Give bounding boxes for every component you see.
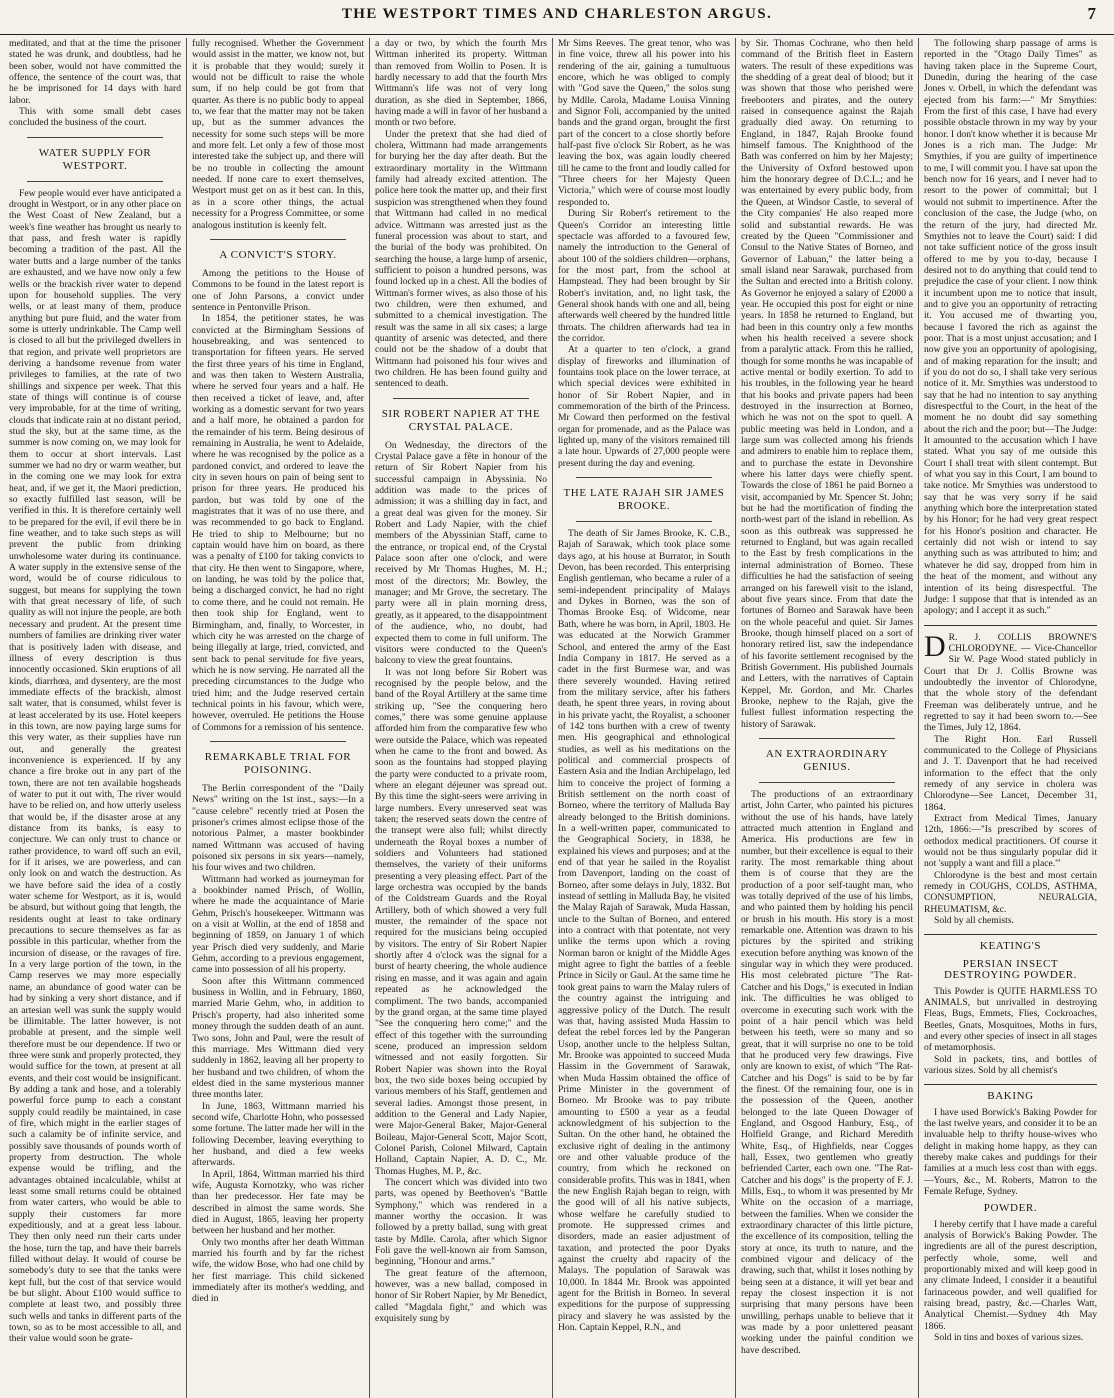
article-text: meditated, and that at the time the prisoner stated he was drunk, and doubtless, had he been sober, would not have committed the offence, the sentence of the court was, that he be imprisoned for 14 days with hard labor. — [9, 38, 181, 106]
article-text: This with some small debt cases concluded the business of the court. — [9, 106, 181, 129]
column-4 — [553, 38, 736, 1398]
advertisement-chlorodyne — [924, 629, 1097, 734]
article-text: During Sir Robert's retirement to the Queen's Corridor an interesting little spectacle was afforded to a favoured few, namely the introduction to the General of about 100 of the soldiers children—orphans, for the most part, from the school at Hampstead. They had been brought by Sir Robert's invitation, and, no light task, the General shook hands with one and all, being afterwards well cheered by the hundred little throats. The children afterwards had tea in the corridor. — [558, 208, 730, 344]
article-text: The great feature of the afternoon, however, was a new ballad, composed in honor of Sir Robert Napier, by Mr Benedict, called "Magdala fight," and which was exquisitely sung by — [375, 1267, 547, 1325]
ad-text: R. J. COLLIS BROWNE'S CHLORODYNE. — Vice-Chancellor Sir W. Page Wood stated publicly in Court that Dr J. Collis Browne was undoubtedly the inventor of Chlorodyne, that the whole story of the defendant Freeman was deliberately untrue, and he regretted to say it had been sworn to.—See the Times, July 12, 1864. — [924, 631, 1097, 734]
article-text: Under the pretext that she had died of cholera, Wittmann had made arrangements for burying her the day after death. But the extraordinary mortality in the Wittmann family had already excited attention. The police here took the matter up, and their first suspicion was strengthened when they found that Wittmann had called in no medical advice. Wittmann was arrested just as the funeral procession was about to start, and the burial of the body was prohibited. On searching the house, a large lump of arsenic, sufficient to poison a hundred persons, was found locked up in a chest. All the bodies of Wittman's former wives, as also those of his two children, were then exhumed, and submitted to a chemical investigation. The result was the same in all six cases; a large quantity of arsenic was detected, and there could not be the shadow of a doubt that Wittmann had poisoned his four wives and two children. He has been found guilty and sentenced to death. — [375, 128, 547, 390]
ad-title: BAKING — [987, 1090, 1034, 1103]
article-text: The following sharp passage of arms is reported in the "Otago Daily Times" as having taken place in the Supreme Court, Dunedin, during the hearing of the case Jones v. Orbell, in which the defendant was ejected from his farm:—" Mr Smythies: From the first of this case, I have had every possible obstacle thrown in my way by your honor. I don't know whether it is because Mr Jones is a rich man. The Judge: Mr Smythies, if you are guilty of impertinence to me, I will commit you. I have sat upon the bench now for 16 years, and I never had to resort to the power of committal; but I would not submit to impertinence. After the conclusion of the case, the Judge (who, on the return of the jury, had directed Mr. Smythies not to leave the Court) said: I did not take sufficient notice of the gross insult offered to me by you to-day, because I desired not to do anything that could tend to prejudice the case of your client. I now think it incumbent upon me to notice that insult, and to give you an opportunity of retracting it. You accused me of thwarting you, because I favored the rich as against the poor. That is a most unjust accusation; and I now give you an opportunity of apologising, and of making reparation for the insult; and if you do not do so, I shall take very serious notice of it. Mr. Smythies was understood to say that he had no intention to say anything disrespectful to the Court, in the heat of the moment he no doubt did say something about the rich and the poor; but—The Judge: It amounted to the accusation which I have stated. What you say of me outside this Court I shall treat with silent contempt. But of what you say in this Court, I am bound to take notice. Mr Smythies was understood to say that he was very sorry if he said anything which bore the interpretation stated by his Honor; for he had very great respect for his Honor's position and character. He certainly did not wish or intend to say anything such as was attributed to him; and whatever he did say, dropped from him in the heat of the moment, and without any intention of its being disrespectful. The Judge: I suppose that that is intended as an apology; and I accept it as such." — [924, 38, 1097, 617]
article-text: It was not long before Sir Robert was recognised by the people below, and the band of the Royal Artillery at the same time striking up, "See the conquering hero comes," there was some genuine applause afforded him from the comparative few who were outside the Palace, which was repeated when he came to the front and bowed. As soon as the fountains had stopped playing the party were conducted to a private room, where an elegant déjeuner was spread out. By this time the sight-seers were arriving in large numbers. Every unreserved seat was taken; the reserved seats down the centre of the transept were also full; whilst directly underneath the Royal boxes a number of soldiers and Volunteers had stationed themselves, the variety of their uniforms presenting a very pleasing effect. Part of the large orchestra was occupied by the bands of the Coldstream Guards and the Royal Artillery, both of which showed a very full muster, the remainder of the space not required for the musicians being occupied by visitors. The entry of Sir Robert Napier shortly after 4 o'clock was the signal for a burst of hearty cheering, the whole audience rising en masse, and it was again and again repeated as he acknowledged the compliment. The two bands, accompanied by the grand organ, at the same time played "See the conquering hero come;" and the effect of this together with the surrounding scene, produced an impression seldom witnessed and not easily forgotten. Sir Robert Napier was shown into the Royal box, the two side boxes being occupied by various members of his Staff, gentlemen and several ladies. Amongst those present, in addition to the General and Lady Napier, were Major-General Baker, Major-General Boileau, Major-General Scott, Major Scott, Colonel Parish, Colonel Milward, Captain Holland, Captain Napier, A. D. C., Mr. Thomas Hughes, M. P., &c. — [375, 666, 547, 1177]
divider — [210, 741, 346, 742]
columns — [4, 38, 1110, 1398]
ad-text: The Right Hon. Earl Russell communicated to the College of Physicians and J. T. Davenport that he had received information to the effect that the only remedy of any service in cholera was Chlorodyne—See Lancet, December 31, 1864. — [924, 733, 1097, 813]
article-text: At a quarter to ten o'clock, a grand display of fireworks and illumination of fountains took place on the lower terrace, at which special devices were exhibited in honor of Sir Robert Napier, and in commemoration of the birth of the Princess. Mr Coward then performed on the festival organ for promenade, and as the Palace was lighted up, many of the visitors remained till a late hour. Upwards of 27,000 people were present during the day and evening. — [558, 344, 730, 469]
article-text: In April, 1864, Wittman married his third wife, Augusta Kornotzky, who was richer than her predecessor. Her fate may be described in almost the same words. She died in August, 1865, leaving her property between her husband and her mother. — [192, 1168, 364, 1237]
ad-text: I have used Borwick's Baking Powder for the last twelve years, and consider it to be an invaluable help to thrifty house-wives who delight in making home happy, as they can thereby make cakes and puddings for their families at a much less cost than with eggs.—Yours, &c., M. Roberts, Matron to the Female Refuge, Sydney. — [924, 1106, 1097, 1197]
ad-text: Chlorodyne is the best and most certain remedy in COUGHS, COLDS, ASTHMA, CONSUMPTION, NEURALGIA, RHEUMATISM, &c. — [924, 869, 1097, 915]
ad-text: I hereby certify that I have made a careful analysis of Borwick's Baking Powder. The ingredients are all of the purest description, perfectly whole, some, well and proportionably mixed and will keep good in any climate Indeed, I consider it a beautiful farinaceous powder, and well qualified for raising bread, pastry, &c.—Charles Watt, Analytical Chemist.—Sydney 4th May 1866. — [924, 1218, 1097, 1332]
article-text: In 1854, the petitioner states, he was convicted at the Birmingham Sessions of housebreaking, and was sentenced to transportation for fifteen years. He served the first three years of his time in England, and was then taken to Western Australia, where he served four years and a half. He then received a ticket of leave, and, after working as a domestic servant for two years and a half more, he obtained a pardon for the remainder of his term. Being desirous of remaining in Australia, he went to Adelaide, where he was recognised by the police as a pardoned convict, and ordered to leave the city in seven hours on pain of being sent to prison for three years. He produced his pardon, but was told by one of the magistrates that it was of no use there, and was recommended to go back to England. He tried to ship to Melbourne; but no captain would have him on board, as there was a penalty of £100 for taking convicts to that city. He then went to Singapore, where, on landing, he was told by the police that, being a discharged convict, he had no right to come there, and he could not remain. He then took ship for England, went to Birmingham, and, finally, to Worcester, in which city he was arrested on the charge of being illegally at large, tried, convicted, and sent back to penal servitude for five years, which he is now serving. He narrated all the preceding circumstances to the Judge who tried him; and the Judge reserved certain technical points in his favour, which were, however, overruled. He petitions the House of Commons for a remission of his sentence. — [192, 313, 364, 733]
article-text: Wittmann had worked as journeyman for a bookbinder named Prisch, of Wollin, where he made the acquaintance of Marie Gehm, Prisch's housekeeper. Wittmann was on a visit at Wollin, at the end of 1858 and beginning of 1859, on January 1 of which year Prisch died very suddenly, and Marie Gehm, according to a previous engagement, came into possession of all his property. — [192, 873, 364, 976]
ad-text: Sold in packets, tins, and bottles of various sizes. Sold by all chemist's — [924, 1053, 1097, 1076]
article-text: The death of Sir James Brooke, K. C.B., Rajah of Sarawak, which took place some days ago, at his house at Burrator, in South Devon, has been recorded. This enterprising English gentleman, who became a ruler of a semi-independent principality of Malays and Dykes in Borneo, was the son of Thomas Brooke Esq. of Widcome, near Bath, where he was born, in April, 1803. He was educated at the Norwich Grammer School, and entered the army of the East India Company in 1817. He served as a cadet in the first Burmese war, and was there severely wounded. Having retired from the military service, after his fathers death, he spent three years, in roving about in his private yacht, the Royalist, a schooner of 142 tons burthen with a crew of twenty men. His geographical and ethnological studies, as well as his meditations on the political and commercial prospects of Eastern Asia and the Indian Archipelago, led him to conceive the project of forming a British settlement on the north coast of Borneo, where the territory of Malluda Bay already belonged to the British dominions. In a well-written paper, communicated to the Geographical Society, in 1838, he explained his views and purposes; and at the end of that year he sailed in the Royalist from Davenport, landing on the coast of Borneo, after some delays in July, 1832. But instead of settling in Malluda Bay, he visited the Malay Rajah of Sarawak, Muda Hassan, uncle to the Sultan of Borneo, and entered into a contract with that potentate, not very unlike the terms upon which a roving Norman baron or knight of the Middle Ages might agree to fight the battles of a feeble Prince in Sicily or Gaul. At the same time he took great pains to warn the Malay rulers of the country against the intriguing and aggressive policy of the Dutch. The result was that, having assisted Muda Hassim to defeat the rebel forces led by the Pangeran Usop, another uncle to the helpless Sultan, Mr. Brooke was appointed to succeed Muda Hassim in the Government of Sarawak, when Muda Hassim obtained the office of Prime Minister in the government of Borneo. Mr Brooke was to pay tribute amounting to £500 a year as a feudal acknowledgment of his subjection to the Sultan. On the other hand, he obtained the exclusive right of dealing in the antimony ore and other valuable produce of the country, from which he reckoned on considerable profits. This was in 1841, when the new English Rajah began to reign, with the good will of all his native subjects, whose welfare he carefully studied to promote. He suppressed crimes and disorders, made an easier adjustment of taxation, and protected the poor Dyaks against the cruelty abd rapacity of the Malays. The population of Sarawak was 10,000. In 1844 Mr. Brook was appointed agent for the British in Borneo. In several expeditions for the purpose of suppressing piracy and slavery he was assisted by the Hon. Captain Keppel, R.N., and — [558, 528, 730, 1334]
column-1 — [4, 38, 187, 1398]
article-heading: WATER SUPPLY FOR WESTPORT. — [38, 146, 152, 172]
ad-title: KEATING'S — [979, 940, 1042, 953]
divider — [924, 934, 1097, 935]
article-text: Soon after this Wittmann commenced business in Wollin, and in February, 1860, married Marie Gehm, who, in addition to Prisch's property, had also inherited some money through the sudden death of an aunt. Two sons, John and Paul, were the result of this marriage. Mrs Wittmann died very suddenly in 1862, leaving all her property to her husband and two children, of whom the eldest died in the same mysterious manner three months later. — [192, 975, 364, 1101]
article-text: The concert which was divided into two parts, was opened by Beethoven's "Battle Symphony," which was rendered in a manner worthy the occasion. It was followed by a pretty ballad, sung with great taste by Mdlle. Carola, after which Signor Foli gave the well-known air from Samson, beginning, "Honour and arms." — [375, 1177, 547, 1268]
column-2 — [187, 38, 370, 1398]
column-3 — [370, 38, 553, 1398]
ad-text: This Powder is QUITE HARMLESS TO ANIMALS, but unrivalled in destroying Fleas, Bugs, Emmets, Flies, Cockroaches, Beetles, Gnats, Mosquitoes, Moths in furs, and every other species of insect in all stages of metamorphosis. — [924, 985, 1097, 1054]
divider — [27, 137, 163, 138]
article-text: a day or two, by which the fourth Mrs Wittman inherited its property. Wittman than removed from Wollin to Posen. It is hardly necessary to add that the fourth Mrs Wittmann's life was not of very long duration, as she died in September, 1866, having made a will in favor of her husband a month or two before. — [375, 38, 547, 129]
divider — [924, 625, 1097, 626]
ad-text: Extract from Medical Times, January 12th, 1866:—"Is prescribed by scores of orthodox medical practitioners. Of course it would not be thus singularly popular did it not 'supply a want and fill a place.'" — [924, 813, 1097, 870]
divider — [27, 181, 163, 182]
divider — [576, 477, 712, 478]
page-number: 7 — [1087, 4, 1096, 23]
article-text: The productions of an extraordinary artist, John Carter, who painted his pictures without the use of his hands, have lately attracted much attention in England and America. His productions are few in number, but their excellence is equal to their rarity. The most remarkable thing about them is of course that they are the production of a poor self-taught man, who was totally deprived of the use of his limbs, and who painted them by holding his pencil or brush in his mouth. His story is a most remarkable one. Attention was drawn to his pictures by the spirited and striking execution before anything was known of the singular way in which they were produced. His most celebrated picture "The Rat-Catcher and his Dogs," is executed in Indian ink. The difficulties he was obliged to overcome in executing such work with the point of a hair pencil which was held between his teeth, were so many and so great, that it will surprise no one to be told that he produced very few drawings. Five only are known to exist, of which "The Rat-Catcher and his Dogs" is said to be by far the finest. Of the remaining four, one is in the possession of the Queen, another belonged to the late Queen Dowager of England, and Osgood Hanbury, Esq., of Holfield Grange, and Richard Meredith White, Esq., of Highfields, near Cogges hall, Essex, two gentlemen who greatly befriended Carter, each own one. "The Rat-Catcher and his dogs" is the property of F. J. Mills, Esq., to whom it was presented by Mr White on the occasion of a marriage, between the families. When we consider the extraordinary character of this little picture, the excellence of its composition, telling the story at once, its truth to nature, and the combined vigour and delicacy of the drawing, such that, whilst it loses nothing by being seen at a distance, it will yet bear and repay the closest inspection it is not surprising that many persons have been unwilling, perhaps unable to believe that it was made by a poor unlettered peasant working under the painful condition we have described. — [741, 788, 913, 1356]
article-text: In June, 1863, Wittmann married his second wife, Charlotte Hohn, who possessed some fortune. The latter made her will in the following December, leaving everything to her husband, and died a few weeks afterwards. — [192, 1100, 364, 1169]
article-text: The Berlin correspondent of the "Daily News" writing on the 1st inst., says:—In a "cause celebre" recently tried at Posen the prisoner's crimes almost eclipse those of the notorious Palmer, a master bookbinder named Wittmann was accused of having poisoned six persons in six years—namely, his four wives and two children. — [192, 782, 364, 874]
newspaper-title: THE WESTPORT TIMES AND CHARLESTON ARGUS. — [341, 6, 773, 22]
divider — [576, 521, 712, 522]
drop-cap: D — [924, 629, 946, 663]
column-5 — [736, 38, 919, 1398]
divider — [393, 398, 529, 399]
divider — [924, 1084, 1097, 1085]
masthead — [0, 0, 1114, 35]
article-heading: REMARKABLE TRIAL FOR POISONING. — [204, 750, 352, 776]
article-heading: THE LATE RAJAH SIR JAMES BROOKE. — [563, 487, 725, 513]
article-heading: AN EXTRAORDINARY GENIUS. — [765, 747, 889, 773]
divider — [759, 782, 895, 783]
article-text: Among the petitions to the House of Commons to be found in the latest report is one of John Parsons, a convict under sentence in Pentonville Prison. — [192, 267, 364, 313]
ad-title: PERSIAN INSECT DESTROYING POWDER. — [943, 957, 1078, 982]
article-text: Mr Sims Reeves. The great tenor, who was in fine voice, threw all his power into his rendering of the air, gaining a tumultuous encore, which he was obliged to comply with "God save the Queen," the solos sung by Mdlle. Carola, Madame Louisa Vinning and Signor Foli, accompanied by the united bands and the grand organ, brought the first part of the concert to a close shortly before half-past five o'clock Sir Robert, as he was leaving the box, was again loudly cheered till he came to the front and loudly called for "Three cheers for her Majesty Queen Victoria," which were of course most loudly responded to. — [558, 38, 730, 208]
ad-text: Sold by all chemists. — [934, 915, 1014, 927]
column-6 — [919, 38, 1102, 1398]
article-text: Only two months after her death Wittman married his fourth and by far the richest wife, the widow Bose, who had one child by her first marriage. This child sickened immediately after its mother's wedding, and died in — [192, 1236, 364, 1305]
article-text: Few people would ever have anticipated a drought in Westport, or in any other place on the West Coast of New Zealand, but a week's fine weather has brought us nearly to that pass, and fresh water is rapidly becoming a tradition of the past. All the water butts and a large number of the tanks are exhausted, and we have now only a few wells or the brackish river water to depend upon for household supplies. The very wells, or at least many of them, produce anything but pure fluid, and the water from some is utterly undrinkable. The Camp well is closed to all but the privileged dwellers in that region, and private well proprietors are deriving a handsome revenue from water privileges to families, at the rate of two shillings and sixpence per week. That this state of things will continue is of course very improbable, for at the time of writing, clouds that indicate rain at no distant period, stud the sky, but at the same time, as the summer is now coming on, we may look for them to occur at short intervals. Last summer we had no dry or warm weather, but in the coming one we may look for extra heat, and, if we get it, the Maori prediction, so exactly fulfilled last season, will be verified in this. It is therefore certainly well to be prepared for the evil, if evil there be in fine weather, and to take such steps as will prevent the public from drinking unwholesome water during its continuance. A water supply in the extensive sense of the word, would be of course ridiculous to suggest, but means for supplying the town with that great necessary of life, of such quality as will not injure the people, are both necessary and prudent. At the present time numbers of families are drinking river water that is positively laden with disease, and illness of every description is thus innocently occasioned. Skin eruptions of all kinds, diarrhœa, and dysentery, are the most immediate effects of the brackish, almost salt water, that is consumed, whilst fever is at least accelerated by its use. Hotel keepers in this town, are now paying large sums for this very water, as their supplies have run out, and generally the greatest inconvenience is experienced. If by any chance a fire broke out in any part of the town, there are not ten available hogsheads of water to put it out with, The river would have to be relied on, and how utterly useless that would be, if the disaster arose at any distance from its banks, is easy to conjecture. We can only trust to chance or rather providence, to ward off such an evil, for if it arises, we are powerless, and can only look on and watch the destruction. As we have before said the idea of a costly water scheme for Westport, as it is, would be absurd, but without going that length, the residents ought at least to take ordinary precautions to secure themselves as far as possible in this particular, whether from the incursion of disease, or the ravages of fire. In a very large portion of the town, in the Camp reserves we may more especially name, an abundance of good water can be had by sinking a very short distance, and if an artesian well was sunk the supply would be illimitable. The latter however, is not probable at present, and the simple well therefore must be our dependence. If two or three were sunk and properly protected, they would suffice for the town, at present at all events, and their cost would be insignificant. By adding a tank and hose, and a tolerably powerful force pump to each a constant supply could readily be maintained, in case of fire, which might in the earlier stages of such a calamity be of infinite service, and possibly save thousands of pounds worth of property from destruction. The whole expense would be trifling, and the advantages obtained incalculable, whilst at least some small returns could be obtained from water carters, who would be able to supply their customers far more expeditiously, and at a great less labour. They then only need run their carts under the hose, turn the tap, and have their barrels filled without delay. It would of course be somebody's duty to see that the tanks were kept full, but the cost of that service would be but slight. About £100 would suffice to complete at least two, and possibly three such wells and tanks in different parts of the town, so as to be most accessible to all, and their value would soon be grate- — [9, 187, 181, 1345]
article-heading: SIR ROBERT NAPIER AT THE CRYSTAL PALACE. — [381, 407, 541, 433]
article-heading: A CONVICT'S STORY. — [219, 248, 337, 261]
divider — [759, 738, 895, 739]
ad-title: POWDER. — [983, 1202, 1038, 1215]
article-text: On Wednesday, the directors of the Crystal Palace gave a fête in honour of the return of Sir Robert Napier from his successful campaign in Abyssinia. No addition was made to the prices of admission; it was a shilling day in fact, and a great deal was given for the money. Sir Robert and Lady Napier, with the chief members of the Abyssinian Staff, came to the entrance, or tropical end, of the Crystal Palace soon after one o'clock, and were received by Mr Thomas Hughes, M. H.; most of the directors; Mr. Bowley, the manager; and Mr Grove, the secretary. The party were all in plain morning dress, greatly, as it appeared, to the disappointment of the audience, who, no doubt, had expected them to come in full uniform. The visitors were conducted to the Queen's balcony to view the great fountains. — [375, 439, 547, 667]
divider — [210, 239, 346, 240]
article-text: fully recognised. Whether the Government would assist in the matter, we know not, but it is probable that they would; surely it would not be difficult to raise the whole sum, if no help could be got from that quarter. As there is no public body to appeal to, we fear that the matter may not be taken up, but as the summer advances the necessity for some such steps will be more and more felt. Let only a few of those most interested take the subject up, and there will be no trouble in collecting the amount needed. If none care to exert themselves, Westport must get on as it best can. In this, as in a score other things, the actual necessity for a Progress Committee, or some analogous institution is keenly felt. — [192, 38, 364, 231]
article-text: by Sir. Thomas Cochrane, who then held command of the British fleet in Eastern waters. The result of these expeditions was the shedding of a great deal of blood; but it was shown that those who perished were freebooters and pirates, and the outery raised in consequence against the Rajah gradually died away. On returning to England, in 1847, Rajah Brooke found himself famous. The Knighthood of the Bath was conferred on him by her Majesty; the University of Oxford bestowed upon him the honorary degree of D.C.L.; and he was entertained by every public body, from the Queen, at Windsor Castle, to several of the City companies' He also reaped more solid and substantial rewards. He was created by the Queen "Commissioner and Consul to the Native States of Borneo, and Governor of Labuan," the latter being a small island near Sarawak, purchased from the Sultan and erected into a British colony. As Governor he enjoyed a salary of £2000 a year. He occupied this post for eight or nine years. In 1858 he returned to England, but had been in this country only a few months when his health received a severe shock from a paralytic attack. From this he rallied, though for some months he was incapable of active mental or bodily exertion. To add to his troubles, in the following year he heard that his books and private papers had been destroyed in the insurrection at Borneo, which he was not on the spot to quell. A public meeting was held in London, and a large sum was collected among his friends and admirers to enable him to replace them, and to purchase the estate in Devonshire where his latter days were chiefly spent. Towards the close of 1861 he paid Borneo a visit, accompanied by Mr. Spencer St. John; but he had the mortification of finding the north-west part of the island in rebellion. As soon as this outbreak was suppressed he returned to England, but was again recalled to the East by fresh complications in the internal administration of Borneo. These difficulties he had the satisfaction of seeing arranged on his farewell visit to the island, about five years since. From that date the fortunes of Borneo and Sarawak have been on the whole peaceful and quiet. Sir James Brooke, though himself placed on a sort of honorary retired list, saw the independance of his favorite settlement recognised by the British Government. His published Journals and Letters, with the narratives of Captain Keppel, Mr. Gordon, and Mr. Charles Brooke, nephew to the Rajah, give the fullest fullest information respecting the history of Sarawak. — [741, 38, 913, 730]
ad-text: Sold in tins and boxes of various sizes. — [934, 1332, 1084, 1344]
